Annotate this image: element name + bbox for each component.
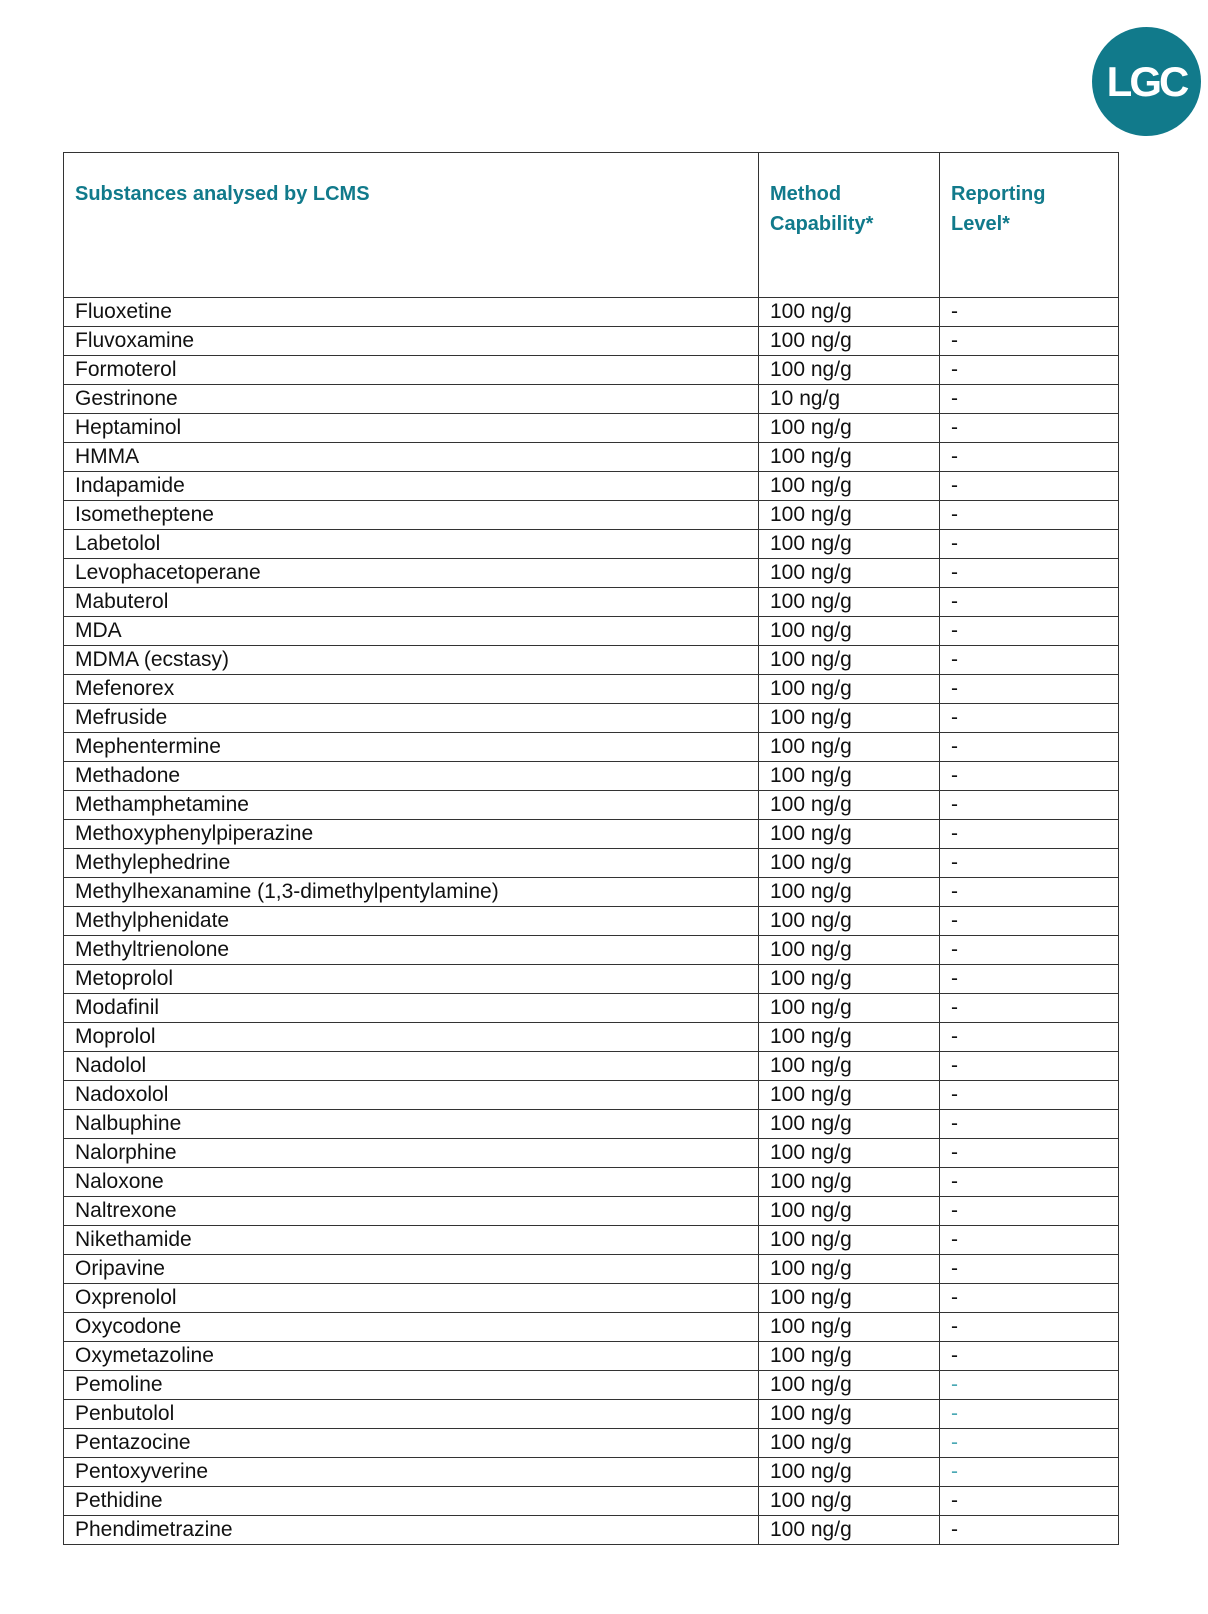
reporting-level-cell: - xyxy=(940,1139,1119,1168)
reporting-level-cell: - xyxy=(940,704,1119,733)
reporting-level-cell: - xyxy=(940,762,1119,791)
method-capability-cell: 100 ng/g xyxy=(759,675,940,704)
substance-cell: Methylephedrine xyxy=(64,849,759,878)
substance-cell: Naloxone xyxy=(64,1168,759,1197)
method-capability-cell: 100 ng/g xyxy=(759,559,940,588)
substance-cell: Pentazocine xyxy=(64,1429,759,1458)
method-capability-cell: 100 ng/g xyxy=(759,1081,940,1110)
table-row xyxy=(64,1197,1119,1226)
substance-cell: Fluvoxamine xyxy=(64,327,759,356)
method-capability-cell: 100 ng/g xyxy=(759,878,940,907)
substance-cell: Formoterol xyxy=(64,356,759,385)
table-body xyxy=(64,298,1119,1545)
table-row xyxy=(64,1110,1119,1139)
header-substance: Substances analysed by LCMS xyxy=(64,153,759,298)
method-capability-cell: 100 ng/g xyxy=(759,1313,940,1342)
table-row xyxy=(64,936,1119,965)
substance-cell: Pentoxyverine xyxy=(64,1458,759,1487)
reporting-level-cell: - xyxy=(940,1313,1119,1342)
substance-cell: Methoxyphenylpiperazine xyxy=(64,820,759,849)
table-row xyxy=(64,356,1119,385)
substance-cell: Heptaminol xyxy=(64,414,759,443)
method-capability-cell: 100 ng/g xyxy=(759,820,940,849)
method-capability-cell: 100 ng/g xyxy=(759,1458,940,1487)
substances-table xyxy=(63,152,1119,1545)
table-row xyxy=(64,559,1119,588)
table-row xyxy=(64,327,1119,356)
reporting-level-cell: - xyxy=(940,443,1119,472)
reporting-level-cell: - xyxy=(940,1400,1119,1429)
table-row xyxy=(64,1487,1119,1516)
reporting-level-cell: - xyxy=(940,1516,1119,1545)
reporting-level-cell: - xyxy=(940,1429,1119,1458)
substance-cell: Methylhexanamine (1,3-dimethylpentylamine) xyxy=(64,878,759,907)
reporting-level-cell: - xyxy=(940,646,1119,675)
method-capability-cell: 100 ng/g xyxy=(759,1052,940,1081)
substance-cell: Mephentermine xyxy=(64,733,759,762)
method-capability-cell: 100 ng/g xyxy=(759,1110,940,1139)
method-capability-cell: 100 ng/g xyxy=(759,646,940,675)
substance-cell: Nadoxolol xyxy=(64,1081,759,1110)
method-capability-cell: 100 ng/g xyxy=(759,994,940,1023)
reporting-level-cell: - xyxy=(940,327,1119,356)
substance-cell: Pemoline xyxy=(64,1371,759,1400)
method-capability-cell: 100 ng/g xyxy=(759,1284,940,1313)
substance-cell: Modafinil xyxy=(64,994,759,1023)
method-capability-cell: 100 ng/g xyxy=(759,762,940,791)
reporting-level-cell: - xyxy=(940,733,1119,762)
method-capability-cell: 100 ng/g xyxy=(759,1487,940,1516)
reporting-level-cell: - xyxy=(940,1255,1119,1284)
table-row xyxy=(64,675,1119,704)
substance-cell: Naltrexone xyxy=(64,1197,759,1226)
table-row xyxy=(64,1081,1119,1110)
method-capability-cell: 100 ng/g xyxy=(759,849,940,878)
reporting-level-cell: - xyxy=(940,530,1119,559)
substance-cell: Mabuterol xyxy=(64,588,759,617)
substance-cell: Methyltrienolone xyxy=(64,936,759,965)
substance-cell: Pethidine xyxy=(64,1487,759,1516)
table-row xyxy=(64,820,1119,849)
table-row xyxy=(64,385,1119,414)
reporting-level-cell: - xyxy=(940,298,1119,327)
table-row xyxy=(64,907,1119,936)
reporting-level-cell: - xyxy=(940,385,1119,414)
method-capability-cell: 100 ng/g xyxy=(759,1516,940,1545)
method-capability-cell: 100 ng/g xyxy=(759,1371,940,1400)
table-row xyxy=(64,1052,1119,1081)
substance-cell: MDMA (ecstasy) xyxy=(64,646,759,675)
table-row xyxy=(64,1226,1119,1255)
table-row xyxy=(64,298,1119,327)
method-capability-cell: 100 ng/g xyxy=(759,1139,940,1168)
table-row xyxy=(64,588,1119,617)
substance-cell: Nikethamide xyxy=(64,1226,759,1255)
substance-cell: Methamphetamine xyxy=(64,791,759,820)
reporting-level-cell: - xyxy=(940,559,1119,588)
method-capability-cell: 100 ng/g xyxy=(759,1429,940,1458)
substance-cell: Gestrinone xyxy=(64,385,759,414)
table-row xyxy=(64,1023,1119,1052)
reporting-level-cell: - xyxy=(940,617,1119,646)
substance-cell: Oripavine xyxy=(64,1255,759,1284)
table-row xyxy=(64,1284,1119,1313)
method-capability-cell: 100 ng/g xyxy=(759,1197,940,1226)
table-row xyxy=(64,1313,1119,1342)
table-row xyxy=(64,472,1119,501)
reporting-level-cell: - xyxy=(940,356,1119,385)
method-capability-cell: 100 ng/g xyxy=(759,501,940,530)
method-capability-cell: 100 ng/g xyxy=(759,472,940,501)
reporting-level-cell: - xyxy=(940,907,1119,936)
substance-cell: Penbutolol xyxy=(64,1400,759,1429)
method-capability-cell: 100 ng/g xyxy=(759,1255,940,1284)
method-capability-cell: 100 ng/g xyxy=(759,617,940,646)
table-row xyxy=(64,617,1119,646)
reporting-level-cell: - xyxy=(940,1226,1119,1255)
substance-cell: Nadolol xyxy=(64,1052,759,1081)
table-row xyxy=(64,733,1119,762)
reporting-level-cell: - xyxy=(940,1023,1119,1052)
table-row xyxy=(64,1371,1119,1400)
substance-cell: Fluoxetine xyxy=(64,298,759,327)
table-row xyxy=(64,443,1119,472)
substance-cell: HMMA xyxy=(64,443,759,472)
lgc-logo xyxy=(1092,27,1201,136)
reporting-level-cell: - xyxy=(940,501,1119,530)
method-capability-cell: 100 ng/g xyxy=(759,356,940,385)
substance-cell: Oxprenolol xyxy=(64,1284,759,1313)
table-row xyxy=(64,1139,1119,1168)
method-capability-cell: 100 ng/g xyxy=(759,791,940,820)
table-row xyxy=(64,1168,1119,1197)
reporting-level-cell: - xyxy=(940,791,1119,820)
substance-cell: MDA xyxy=(64,617,759,646)
reporting-level-cell: - xyxy=(940,588,1119,617)
substance-cell: Phendimetrazine xyxy=(64,1516,759,1545)
method-capability-cell: 100 ng/g xyxy=(759,936,940,965)
reporting-level-cell: - xyxy=(940,1487,1119,1516)
table-row xyxy=(64,530,1119,559)
method-capability-cell: 100 ng/g xyxy=(759,588,940,617)
substance-cell: Indapamide xyxy=(64,472,759,501)
method-capability-cell: 100 ng/g xyxy=(759,733,940,762)
table-header-row xyxy=(64,153,1119,298)
method-capability-cell: 100 ng/g xyxy=(759,1168,940,1197)
method-capability-cell: 100 ng/g xyxy=(759,414,940,443)
reporting-level-cell: - xyxy=(940,1052,1119,1081)
substance-cell: Methadone xyxy=(64,762,759,791)
substance-cell: Oxycodone xyxy=(64,1313,759,1342)
table-row xyxy=(64,1342,1119,1371)
reporting-level-cell: - xyxy=(940,820,1119,849)
substance-cell: Nalorphine xyxy=(64,1139,759,1168)
substance-cell: Mefenorex xyxy=(64,675,759,704)
reporting-level-cell: - xyxy=(940,1371,1119,1400)
table-row xyxy=(64,414,1119,443)
substance-cell: Methylphenidate xyxy=(64,907,759,936)
method-capability-cell: 100 ng/g xyxy=(759,1023,940,1052)
reporting-level-cell: - xyxy=(940,1458,1119,1487)
reporting-level-cell: - xyxy=(940,1168,1119,1197)
logo-text: LGC xyxy=(1106,57,1187,105)
table-row xyxy=(64,791,1119,820)
table-row xyxy=(64,1458,1119,1487)
table-row xyxy=(64,762,1119,791)
substance-cell: Moprolol xyxy=(64,1023,759,1052)
reporting-level-cell: - xyxy=(940,994,1119,1023)
table-row xyxy=(64,1255,1119,1284)
reporting-level-cell: - xyxy=(940,965,1119,994)
table-row xyxy=(64,1400,1119,1429)
reporting-level-cell: - xyxy=(940,414,1119,443)
reporting-level-cell: - xyxy=(940,1197,1119,1226)
substance-cell: Labetolol xyxy=(64,530,759,559)
method-capability-cell: 100 ng/g xyxy=(759,704,940,733)
reporting-level-cell: - xyxy=(940,1284,1119,1313)
method-capability-cell: 100 ng/g xyxy=(759,530,940,559)
table-row xyxy=(64,878,1119,907)
table-row xyxy=(64,1516,1119,1545)
reporting-level-cell: - xyxy=(940,675,1119,704)
substance-cell: Mefruside xyxy=(64,704,759,733)
reporting-level-cell: - xyxy=(940,472,1119,501)
reporting-level-cell: - xyxy=(940,1110,1119,1139)
method-capability-cell: 10 ng/g xyxy=(759,385,940,414)
method-capability-cell: 100 ng/g xyxy=(759,298,940,327)
table-row xyxy=(64,1429,1119,1458)
substance-cell: Levophacetoperane xyxy=(64,559,759,588)
substance-cell: Oxymetazoline xyxy=(64,1342,759,1371)
reporting-level-cell: - xyxy=(940,1081,1119,1110)
table-row xyxy=(64,501,1119,530)
reporting-level-cell: - xyxy=(940,878,1119,907)
header-reporting-level: Reporting Level* xyxy=(940,153,1119,298)
method-capability-cell: 100 ng/g xyxy=(759,1226,940,1255)
method-capability-cell: 100 ng/g xyxy=(759,965,940,994)
method-capability-cell: 100 ng/g xyxy=(759,1400,940,1429)
method-capability-cell: 100 ng/g xyxy=(759,327,940,356)
method-capability-cell: 100 ng/g xyxy=(759,1342,940,1371)
substance-cell: Isometheptene xyxy=(64,501,759,530)
reporting-level-cell: - xyxy=(940,849,1119,878)
substance-cell: Metoprolol xyxy=(64,965,759,994)
table-row xyxy=(64,849,1119,878)
table-row xyxy=(64,704,1119,733)
header-method-capability: Method Capability* xyxy=(759,153,940,298)
table-row xyxy=(64,646,1119,675)
table-row xyxy=(64,965,1119,994)
method-capability-cell: 100 ng/g xyxy=(759,443,940,472)
method-capability-cell: 100 ng/g xyxy=(759,907,940,936)
reporting-level-cell: - xyxy=(940,936,1119,965)
substance-cell: Nalbuphine xyxy=(64,1110,759,1139)
reporting-level-cell: - xyxy=(940,1342,1119,1371)
table-row xyxy=(64,994,1119,1023)
